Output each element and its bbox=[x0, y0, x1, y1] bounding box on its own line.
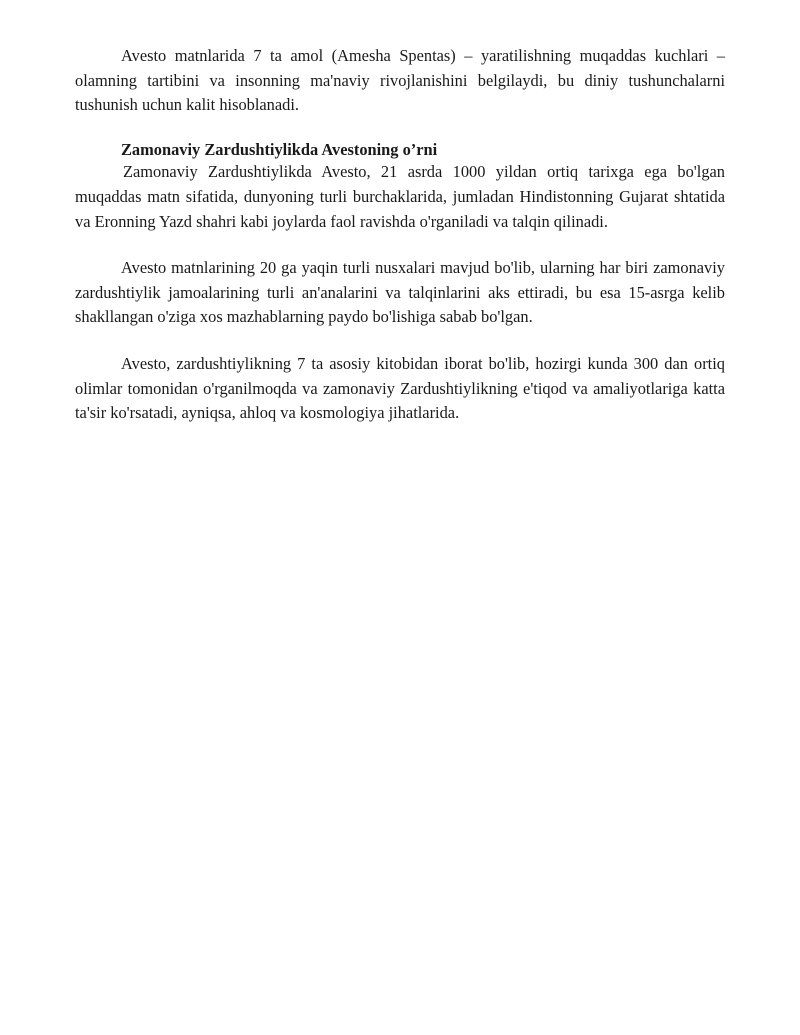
paragraph-manuscripts: Avesto matnlarining 20 ga yaqin turli nusxalari mavjud bo'lib, ularning har biri zamonaviy zardushtiylik jamoalarining turli an'analarini va talqinlarini aks ettiradi, bu esa 15-asrga kelib shakllangan o'ziga xos mazhablarning paydo bo'lishiga sabab bo'lgan. bbox=[75, 258, 725, 327]
paragraph-modern-avesto: Zamonaviy Zardushtiylikda Avesto, 21 asrda 1000 yildan ortiq tarixga ega bo'lgan muqaddas matn sifatida, dunyoning turli burchaklarida, jumladan Hindistonning Gujarat shtatida va Eronning Yazd shahri kabi joylarda faol ravishda o'rganiladi va talqin qilinadi. bbox=[75, 162, 725, 231]
paragraph-seven-books: Avesto, zardushtiylikning 7 ta asosiy kitobidan iborat bo'lib, hozirgi kunda 300 dan ortiq olimlar tomonidan o'rganilmoqda va zamonaviy Zardushtiylikning e'tiqod va amaliyotlariga katta ta'sir ko'rsatadi, ayniqsa, ahloq va kosmologiya jihatlarida. bbox=[75, 353, 725, 423]
document-body bbox=[75, 44, 725, 426]
paragraph-amesha-spentas: Avesto matnlarida 7 ta amol (Amesha Spentas) – yaratilishning muqaddas kuchlari – olamning tartibini va insonning ma'naviy rivojlanishini belgilaydi, bu diniy tushunchalarni tushunish uchun kalit hisoblanadi. bbox=[75, 46, 725, 115]
section-heading: Zamonaviy Zardushtiylikda Avestoning o’rni bbox=[121, 139, 438, 159]
